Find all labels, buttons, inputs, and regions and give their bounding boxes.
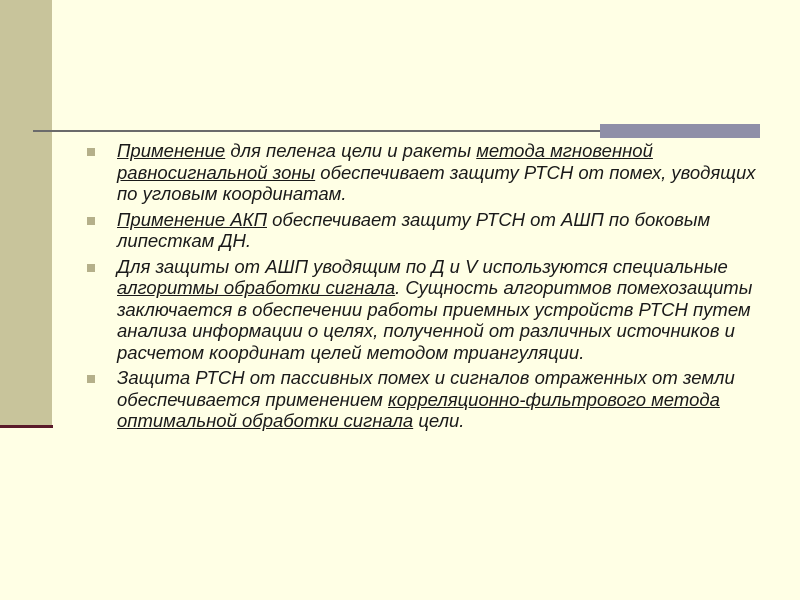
title-divider-accent xyxy=(600,124,760,138)
bullet-list xyxy=(87,140,767,436)
bullet-text: обеспечивает защиту РТСН от АШП по боковым липесткам ДН. xyxy=(117,208,711,251)
bullet-text: цели. xyxy=(413,410,465,431)
bullet-item xyxy=(87,367,767,432)
bullet-item xyxy=(87,209,767,252)
side-decor-bar xyxy=(0,0,52,427)
side-decor-accent-line xyxy=(0,425,53,428)
bullet-marker-icon xyxy=(87,148,95,156)
hyperlink[interactable]: корреляционно-фильтрового метода оптимальной обработки сигнала xyxy=(117,388,720,431)
bullet-item xyxy=(87,140,767,205)
bullet-text: обеспечивает защиту РТСН от помех, уводящих по угловым координатам. xyxy=(117,161,756,204)
bullet-marker-icon xyxy=(87,264,95,272)
hyperlink[interactable]: алгоритмы обработки сигнала xyxy=(117,277,396,298)
hyperlink[interactable]: Применение xyxy=(117,140,226,161)
hyperlink[interactable]: метода мгновенной равносигнальной зоны xyxy=(117,140,653,183)
bullet-text: Для защиты от АШП уводящим по Д и V используются специальные xyxy=(117,255,728,277)
bullet-text: Защита РТСН от пассивных помех и сигналов отраженных от земли обеспечивается применением xyxy=(117,367,735,410)
bullet-item xyxy=(87,256,767,364)
hyperlink[interactable]: Применение АКП xyxy=(117,208,267,230)
bullet-marker-icon xyxy=(87,375,95,383)
bullet-text: . Сущность алгоритмов помехозащиты заключается в обеспечении работы приемных устройств РТСН путем анализа информации о целях, полученной от различных источников и расчетом координат целей методом триангуляции. xyxy=(117,277,753,363)
bullet-text: для пеленга цели и ракеты xyxy=(225,140,477,161)
bullet-marker-icon xyxy=(87,217,95,225)
